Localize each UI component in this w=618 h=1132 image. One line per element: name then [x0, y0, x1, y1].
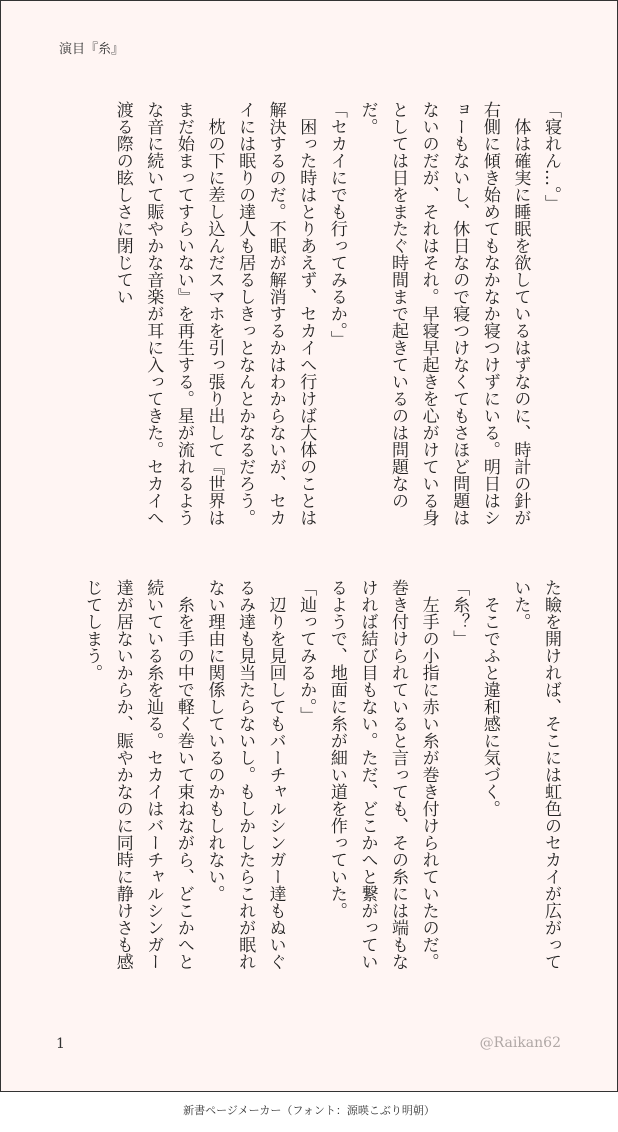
paragraph: 辺りを見回してもバーチャルシンガー達もぬいぐるみ達も見当たらないし。もしかしたらこれが眠れない理由に関係しているのかもしれない。	[204, 579, 286, 970]
paragraph: 左手の小指に赤い糸が巻き付けられていたのだ。巻き付けられていると言っても、その糸には端もなければ結び目もない。ただ、どこかへと繋がっているようで、地面に糸が細い道を作っていた。	[326, 579, 439, 970]
text-column-bottom	[76, 579, 566, 979]
paragraph: 「寝れん…。」	[541, 101, 561, 212]
page-number: 1	[56, 1036, 65, 1052]
paragraph: 糸を手の中で軽く巻いて束ねながら、どこかへと続いている糸を辿る。セカイはバーチャルシンガー達が居ないからか、賑やかなのに同時に静けさも感じてしまう。	[82, 579, 194, 970]
paragraph: 「糸？」	[449, 579, 470, 647]
paragraph: そこでふと違和感に気づく。	[479, 596, 500, 817]
paragraph: 困った時はとりあえず、セカイへ行けば大体のことは解決するのだ。不眠が解消するかはわからないが、セカイには眠りの達人も居るしきっとなんとかなるだろう。	[235, 101, 317, 526]
text-column-top	[76, 101, 566, 528]
paragraph: 「辿ってみるか。」	[296, 579, 317, 724]
paragraph: 体は確実に睡眠を欲しているはずなのに、時計の針が右側に傾き始めてもなかなか寝つけずにいる。明日はショーもないし、休日なので寝つけなくてもさほど問題はないのだが、それはそれ。早寝早起きを心がけている身としては日をまたぐ時間まで起きているのは問題なのだ。	[357, 101, 531, 526]
footer-credit: 新書ページメーカー（フォント：源暎こぶり明朝）	[183, 1104, 435, 1117]
paragraph: 「セカイにでも行ってみるか。」	[326, 101, 347, 348]
paragraph: 枕の下に差し込んだスマホを引っ張り出して『世界はまだ始まってすらいない』を再生する。星が流れるような音に続いて賑やかな音楽が耳に入ってきた。セカイへ渡る際の眩しさに閉じてい	[112, 101, 225, 526]
author-handle: @Raikan62	[479, 1035, 561, 1051]
page-title: 演目『糸』	[59, 42, 125, 57]
paragraph: た瞼を開ければ、そこには虹色のセカイが広がっていた。	[510, 579, 561, 970]
